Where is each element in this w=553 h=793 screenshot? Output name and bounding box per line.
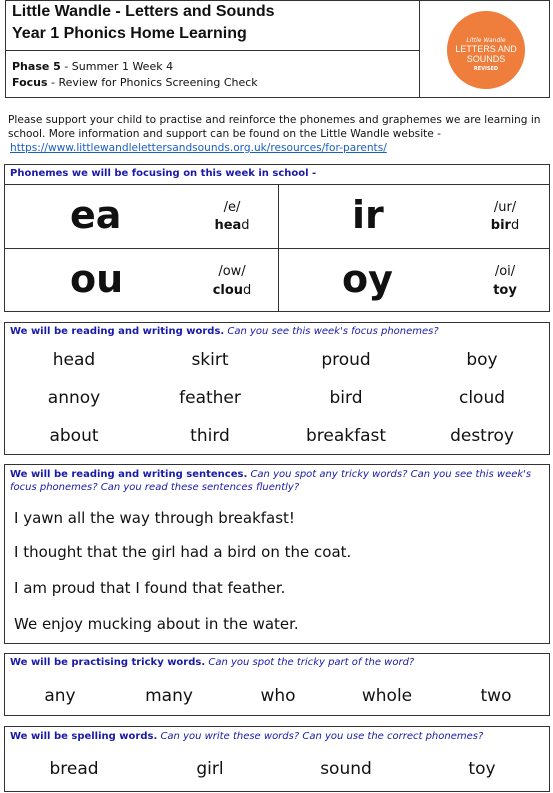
tricky-whole: whole [361,686,413,706]
sentences-heading: We will be reading and writing sentences. Can you spot any tricky words? Can you see this week's focus phonemes? Can you read these sentences fluently? [10,469,532,493]
word-breakfast: breakfast [305,426,387,446]
spelling-toy: toy [468,759,496,779]
sentence-1: I yawn all the way through breakfast! [14,509,295,527]
example-bird: bird [490,218,520,233]
intro-paragraph: Please support your child to practise and reinforce the phonemes and graphemes we are learning in school. More information and support can be found on the Little Wandle website - [8,114,541,140]
intro-text [8,113,548,155]
phase-value: - Summer 1 Week 4 [60,60,174,73]
word-third: third [190,426,230,446]
spelling-sound: sound [320,759,372,779]
word-feather: feather [179,388,241,408]
word-cloud: cloud [458,388,506,408]
phonemes-hline1 [4,184,550,185]
tricky-many: many [145,686,193,706]
tricky-any: any [44,686,76,706]
word-destroy: destroy [450,426,514,446]
header-divider [5,50,419,51]
word-annoy: annoy [47,388,101,408]
word-skirt: skirt [191,350,229,370]
example-head: head [214,218,250,233]
focus-value: - Review for Phonics Screening Check [47,76,258,89]
example-toy: toy [493,283,517,298]
word-bird: bird [329,388,363,408]
word-about: about [49,426,99,446]
phonemes-hline2 [4,248,550,249]
word-head: head [52,350,96,370]
spelling-girl: girl [196,759,224,779]
little-wandle-logo [447,11,525,89]
sound-e: /e/ [223,200,241,215]
tricky-words-heading: We will be practising tricky words. Can you spot the tricky part of the word? [10,657,415,668]
sentence-4: We enjoy mucking about in the water. [14,615,299,633]
example-cloud: cloud [212,283,252,298]
logo-main-text: LETTERS AND SOUNDS [455,44,517,64]
word-boy: boy [466,350,498,370]
grapheme-oy: oy [342,257,393,301]
parents-link[interactable]: https://www.littlewandlelettersandsounds.org.uk/resources/for-parents/ [10,142,387,154]
sound-ur: /ur/ [493,200,517,215]
grapheme-ou: ou [70,257,124,301]
grapheme-ea: ea [70,193,122,237]
tricky-two: two [480,686,512,706]
sound-oi: /oi/ [494,264,516,279]
phase-label: Phase 5 [12,60,61,73]
phase-line [12,60,173,73]
phonemes-vline [278,184,279,312]
focus-label: Focus [12,76,48,89]
focus-line [12,76,258,89]
sound-ow: /ow/ [218,264,246,279]
reading-words-heading: We will be reading and writing words. Can you see this week's focus phonemes? [10,326,439,337]
logo-sub-text: REVISED [473,66,499,72]
tricky-who: who [260,686,296,706]
sentence-2: I thought that the girl had a bird on the coat. [14,543,352,561]
word-proud: proud [321,350,371,370]
header-title-line2: Year 1 Phonics Home Learning [12,25,247,42]
spelling-words-heading: We will be spelling words. Can you write these words? Can you use the correct phonemes? [10,731,484,742]
sentence-3: I am proud that I found that feather. [14,579,286,597]
grapheme-ir: ir [352,193,384,237]
spelling-bread: bread [49,759,99,779]
header-title-line1: Little Wandle - Letters and Sounds [12,3,275,20]
phonemes-heading: Phonemes we will be focusing on this week in school - [10,168,317,179]
logo-top-text: Little Wandle [466,37,506,44]
header-vdivider [419,0,420,98]
